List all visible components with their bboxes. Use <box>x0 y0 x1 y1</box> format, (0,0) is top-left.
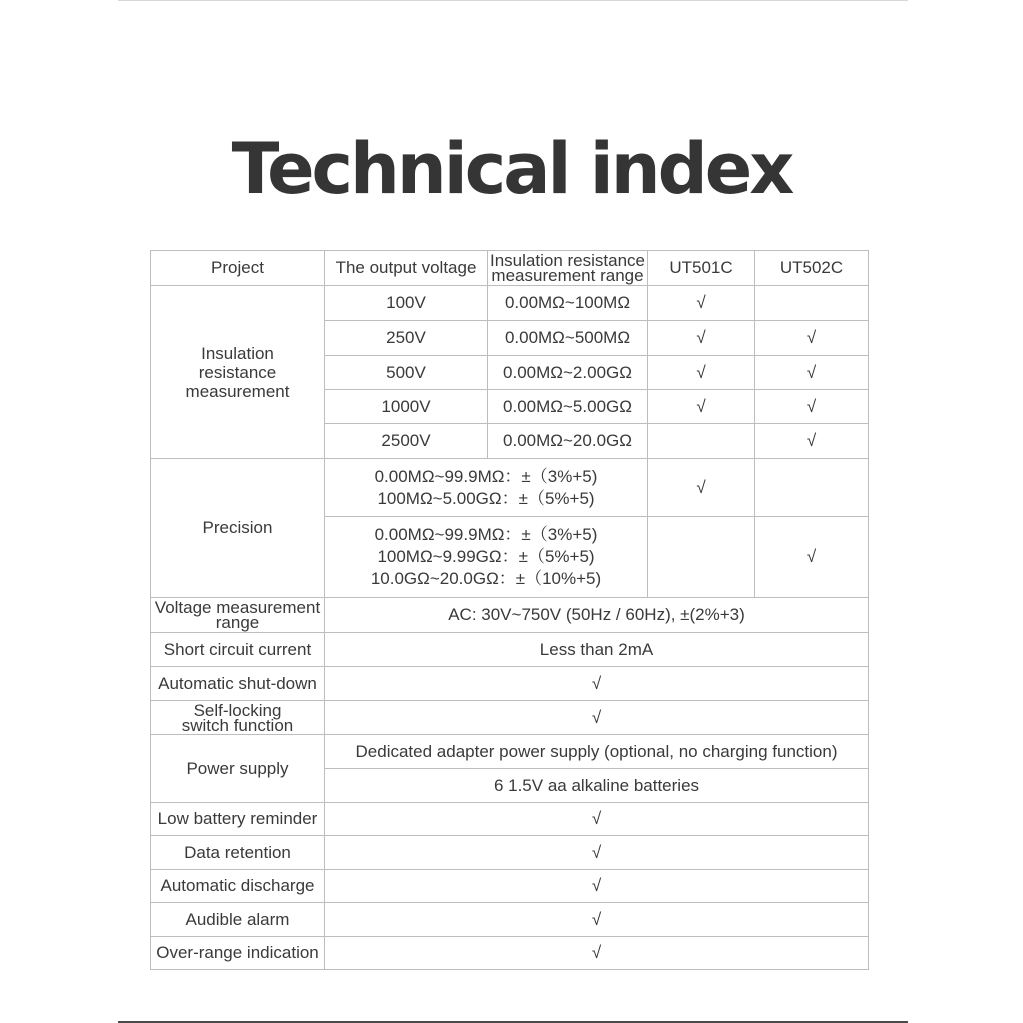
page-title: Technical index <box>231 128 792 210</box>
voltage-cell: 100V <box>325 286 488 321</box>
precision-ut501c-empty <box>755 459 869 517</box>
short-circuit-value: Less than 2mA <box>325 633 869 667</box>
range-cell: 0.00MΩ~2.00GΩ <box>488 356 648 390</box>
range-cell: 0.00MΩ~20.0GΩ <box>488 424 648 459</box>
ut501c-check: √ <box>648 390 755 424</box>
insulation-label-line2: resistance <box>198 362 277 382</box>
feature-label: Data retention <box>151 836 325 870</box>
precision-ut502c-text <box>325 517 648 598</box>
precision-row-ut501c <box>151 459 869 517</box>
precision-ut501c-line1: 0.00MΩ~99.9MΩ：±（3%+5) <box>374 466 598 486</box>
short-circuit-label: Short circuit current <box>151 633 325 667</box>
feature-value: √ <box>325 903 869 937</box>
insulation-label <box>151 286 325 459</box>
insulation-label-line3: measurement <box>185 381 290 401</box>
precision-ut502c-empty <box>648 517 755 598</box>
table-row <box>151 701 869 735</box>
header-output-voltage: The output voltage <box>325 251 488 286</box>
feature-value: √ <box>325 836 869 870</box>
header-ut502c: UT502C <box>755 251 869 286</box>
table-row <box>151 903 869 937</box>
voltage-range-label-line2: range <box>215 613 260 632</box>
range-cell: 0.00MΩ~500MΩ <box>488 321 648 356</box>
feature-label: Low battery reminder <box>151 803 325 836</box>
table-row <box>151 870 869 903</box>
header-project: Project <box>151 251 325 286</box>
table-row <box>151 836 869 870</box>
insulation-label-line1: Insulation <box>201 343 274 363</box>
header-row <box>151 251 869 286</box>
feature-label: Automatic discharge <box>151 870 325 903</box>
spec-table <box>150 250 869 970</box>
table-row <box>151 803 869 836</box>
voltage-cell: 1000V <box>325 390 488 424</box>
ut502c-check: √ <box>755 356 869 390</box>
voltage-range-value: AC: 30V~750V (50Hz / 60Hz), ±(2%+3) <box>325 598 869 633</box>
power-supply-adapter: Dedicated adapter power supply (optional, no charging function) <box>325 735 869 769</box>
ut501c-check: √ <box>648 321 755 356</box>
feature-value: √ <box>325 937 869 970</box>
voltage-range-label <box>151 598 325 633</box>
ut502c-check: √ <box>755 424 869 459</box>
ut501c-check <box>648 424 755 459</box>
self-locking-value: √ <box>325 701 869 735</box>
self-locking-label-line2: switch function <box>181 715 294 735</box>
voltage-cell: 2500V <box>325 424 488 459</box>
table-row <box>151 667 869 701</box>
power-supply-label: Power supply <box>151 735 325 803</box>
header-range-line2: measurement range <box>491 266 644 285</box>
header-measurement-range <box>488 251 648 286</box>
voltage-cell: 250V <box>325 321 488 356</box>
self-locking-label <box>151 701 325 735</box>
voltage-range-label-line1: Voltage measurement <box>154 598 321 617</box>
precision-ut501c-text <box>325 459 648 517</box>
header-range-line1: Insulation resistance <box>490 251 645 270</box>
precision-ut502c-check: √ <box>755 517 869 598</box>
top-divider <box>118 0 908 1</box>
precision-ut501c-check: √ <box>648 459 755 517</box>
ut502c-check <box>755 286 869 321</box>
feature-label: Over-range indication <box>151 937 325 970</box>
precision-ut502c-line1: 0.00MΩ~99.9MΩ：±（3%+5) <box>374 525 598 544</box>
ut502c-check: √ <box>755 321 869 356</box>
feature-label: Audible alarm <box>151 903 325 937</box>
table-row <box>151 735 869 769</box>
auto-shutdown-value: √ <box>325 667 869 701</box>
feature-value: √ <box>325 803 869 836</box>
table-row <box>151 937 869 970</box>
precision-label: Precision <box>151 459 325 598</box>
table-row <box>151 633 869 667</box>
range-cell: 0.00MΩ~100MΩ <box>488 286 648 321</box>
table-row <box>151 598 869 633</box>
feature-value: √ <box>325 870 869 903</box>
self-locking-label-line1: Self-locking <box>193 700 282 720</box>
precision-ut502c-line3: 10.0GΩ~20.0GΩ：±（10%+5) <box>370 569 602 588</box>
header-ut501c: UT501C <box>648 251 755 286</box>
ut501c-check: √ <box>648 286 755 321</box>
precision-ut501c-line2: 100MΩ~5.00GΩ：±（5%+5) <box>377 488 595 508</box>
auto-shutdown-label: Automatic shut-down <box>151 667 325 701</box>
table-row <box>151 286 869 321</box>
precision-ut502c-line2: 100MΩ~9.99GΩ：±（5%+5) <box>377 547 595 566</box>
voltage-cell: 500V <box>325 356 488 390</box>
ut502c-check: √ <box>755 390 869 424</box>
power-supply-batteries: 6 1.5V aa alkaline batteries <box>325 769 869 803</box>
ut501c-check: √ <box>648 356 755 390</box>
range-cell: 0.00MΩ~5.00GΩ <box>488 390 648 424</box>
